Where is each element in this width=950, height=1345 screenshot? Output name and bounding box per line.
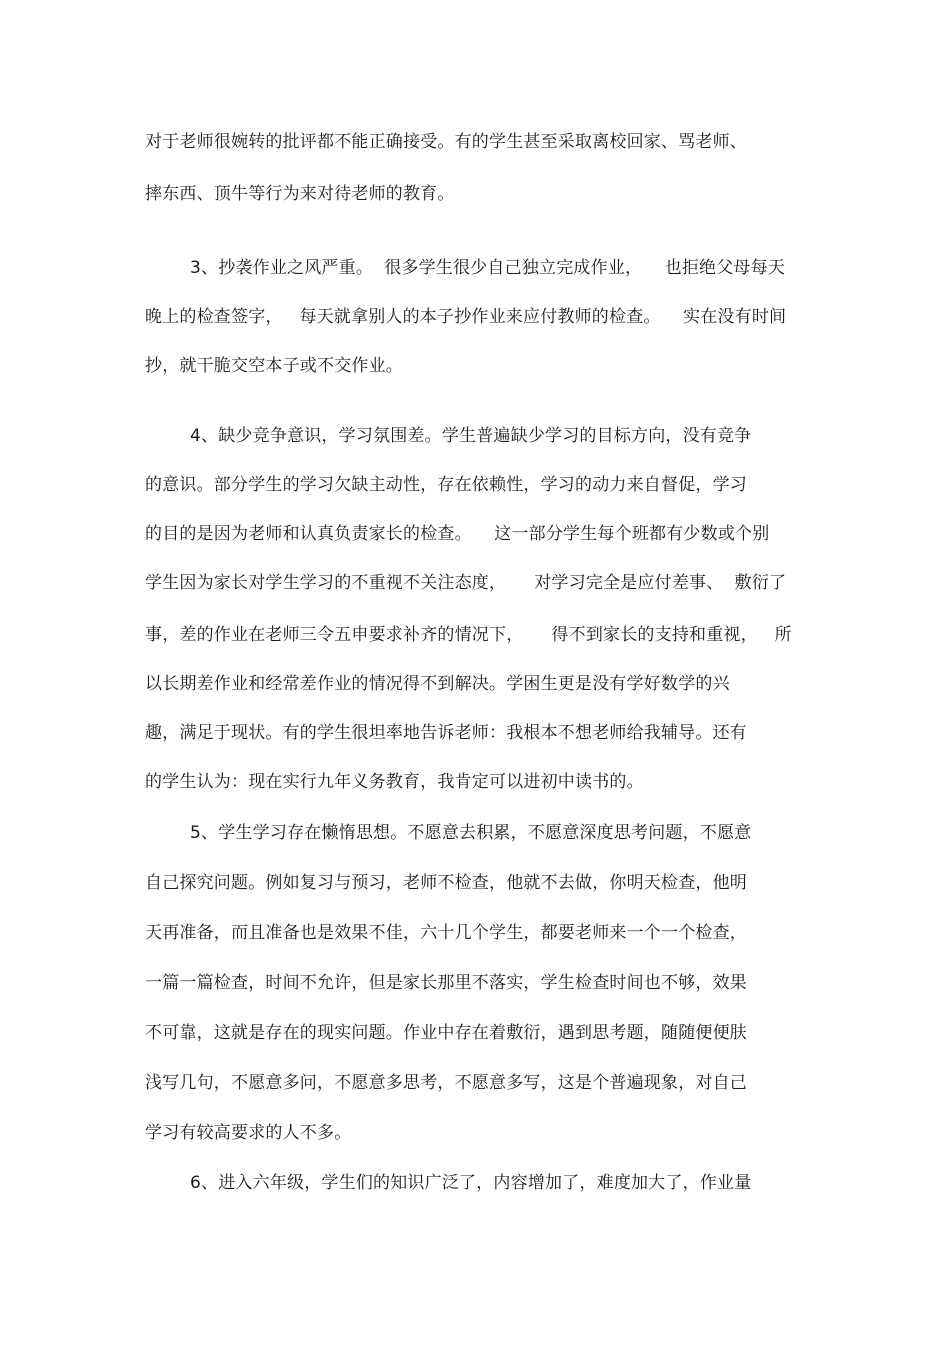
text-line: 不可靠，这就是存在的现实问题。作业中存在着敷衍，遇到思考题，随随便便肤 [145, 1023, 747, 1043]
paragraph-6-start: 6、进入六年级，学生们的知识广泛了，内容增加了，难度加大了，作业量 [190, 1173, 752, 1193]
text-line: 趣，满足于现状。有的学生很坦率地告诉老师：我根本不想老师给我辅导。还有 [145, 723, 747, 743]
text-line: 的学生认为：现在实行九年义务教育，我肯定可以进初中读书的。 [145, 772, 644, 792]
text-line: 摔东西、顶牛等行为来对待老师的教育。 [145, 184, 455, 204]
paragraph-5-start: 5、学生学习存在懒惰思想。不愿意去积累，不愿意深度思考问题，不愿意 [190, 823, 752, 843]
text-line: 自己探究问题。例如复习与预习，老师不检查，他就不去做，你明天检查，他明 [145, 873, 747, 893]
text-line: 的意识。部分学生的学习欠缺主动性，存在依赖性，学习的动力来自督促，学习 [145, 475, 747, 495]
text-line: 以长期差作业和经常差作业的情况得不到解决。学困生更是没有学好数学的兴 [145, 674, 730, 694]
text-line: 对于老师很婉转的批评都不能正确接受。有的学生甚至采取离校回家、骂老师、 [145, 132, 747, 152]
paragraph-3-start: 3、抄袭作业之风严重。 很多学生很少自己独立完成作业， 也拒绝父母每天 [190, 258, 786, 278]
text-line: 浅写几句，不愿意多问，不愿意多思考，不愿意多写，这是个普遍现象，对自己 [145, 1073, 747, 1093]
text-line: 的目的是因为老师和认真负责家长的检查。 这一部分学生每个班都有少数或个别 [145, 524, 770, 544]
text-line: 学生因为家长对学生学习的不重视不关注态度， 对学习完全是应付差事、 敷衍了 [145, 573, 787, 593]
text-line: 抄，就干脆交空本子或不交作业。 [145, 356, 403, 376]
paragraph-4-start: 4、缺少竞争意识，学习氛围差。学生普遍缺少学习的目标方向，没有竞争 [190, 426, 752, 446]
text-line: 学习有较高要求的人不多。 [145, 1123, 352, 1143]
text-line: 事，差的作业在老师三令五申要求补齐的情况下， 得不到家长的支持和重视， 所 [145, 625, 792, 645]
text-line: 晚上的检查签字， 每天就拿别人的本子抄作业来应付教师的检查。 实在没有时间 [145, 307, 787, 327]
text-line: 天再准备，而且准备也是效果不佳，六十几个学生，都要老师来一个一个检查， [145, 923, 747, 943]
text-line: 一篇一篇检查，时间不允许，但是家长那里不落实，学生检查时间也不够，效果 [145, 973, 747, 993]
